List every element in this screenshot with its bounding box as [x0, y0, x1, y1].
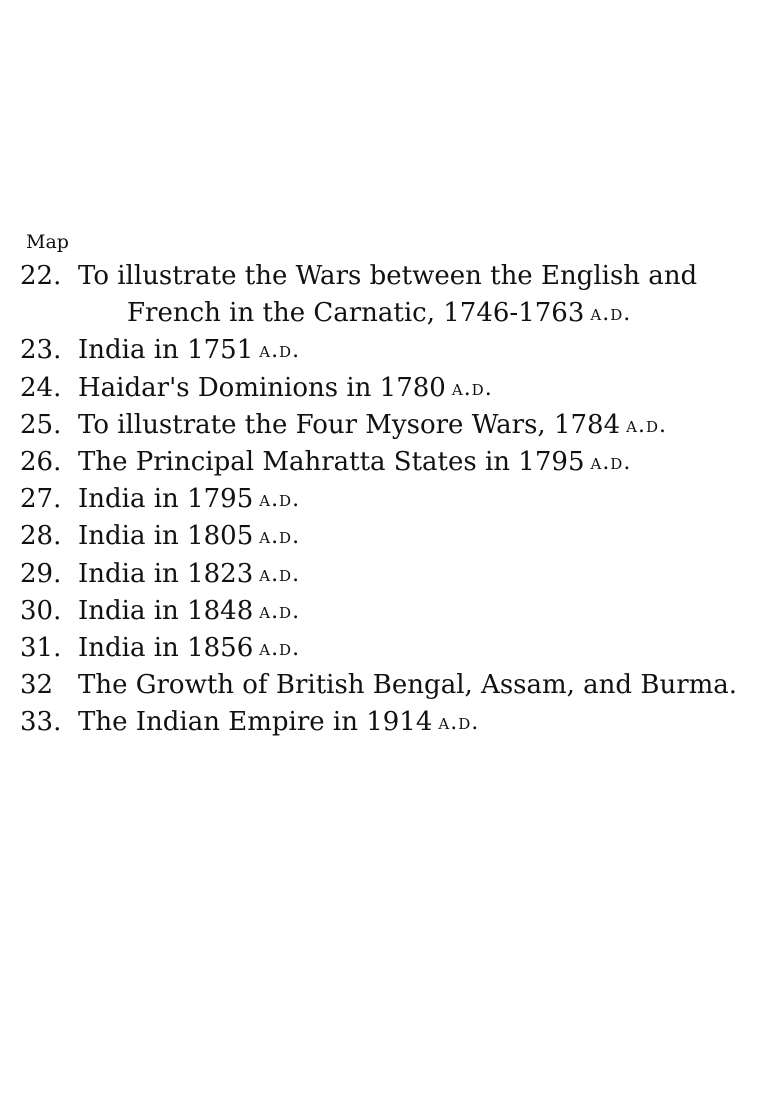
item-number: 22. — [20, 261, 62, 291]
list-item — [20, 407, 770, 444]
item-title: To illustrate the Wars between the English and — [78, 261, 698, 291]
era-suffix: a.d. — [626, 412, 667, 438]
era-suffix: a.d. — [590, 301, 632, 327]
map-list — [20, 258, 770, 742]
list-item — [20, 444, 770, 481]
list-item — [20, 518, 770, 555]
era-suffix: a.d. — [259, 487, 301, 513]
list-item — [20, 332, 770, 369]
item-number: 26. — [20, 447, 62, 478]
list-item — [20, 667, 770, 704]
era-suffix: a.d. — [259, 524, 301, 550]
item-number: 30. — [20, 595, 62, 626]
item-title: India in 1823 — [78, 558, 254, 589]
list-item-continuation — [20, 295, 770, 332]
list-item — [20, 704, 770, 741]
list-item — [20, 481, 770, 518]
era-suffix: a.d. — [259, 561, 301, 587]
item-number: 32 — [20, 670, 54, 701]
era-suffix: a.d. — [259, 636, 301, 662]
item-number: 23. — [20, 335, 62, 366]
item-title: India in 1795 — [78, 484, 254, 515]
item-title: The Growth of British Bengal, Assam, and Burma. — [78, 670, 738, 701]
item-number: 27. — [20, 484, 62, 515]
item-number: 24. — [20, 372, 62, 403]
item-number: 33. — [20, 707, 62, 738]
list-item — [20, 556, 770, 593]
list-item — [20, 258, 770, 295]
item-title: India in 1805 — [78, 521, 254, 552]
item-title: India in 1751 — [78, 335, 254, 366]
era-suffix: a.d. — [590, 450, 632, 476]
list-heading: Map — [26, 231, 69, 253]
item-title: The Principal Mahratta States in 1795 — [78, 447, 585, 478]
item-number: 25. — [20, 409, 62, 440]
era-suffix: a.d. — [259, 598, 301, 624]
list-item — [20, 630, 770, 667]
item-title: India in 1848 — [78, 595, 254, 626]
item-title-continued: French in the Carnatic, 1746-1763 — [127, 298, 585, 329]
era-suffix: a.d. — [259, 338, 301, 364]
item-number: 28. — [20, 521, 62, 552]
item-title: Haidar's Dominions in 1780 — [78, 372, 446, 403]
list-item — [20, 593, 770, 630]
item-title: To illustrate the Four Mysore Wars, 1784 — [78, 409, 621, 440]
item-title: India in 1856 — [78, 633, 254, 664]
item-title: The Indian Empire in 1914 — [78, 707, 433, 738]
era-suffix: a.d. — [451, 375, 493, 401]
item-number: 29. — [20, 558, 62, 589]
item-number: 31. — [20, 633, 62, 664]
era-suffix: a.d. — [438, 710, 480, 736]
list-item — [20, 370, 770, 407]
